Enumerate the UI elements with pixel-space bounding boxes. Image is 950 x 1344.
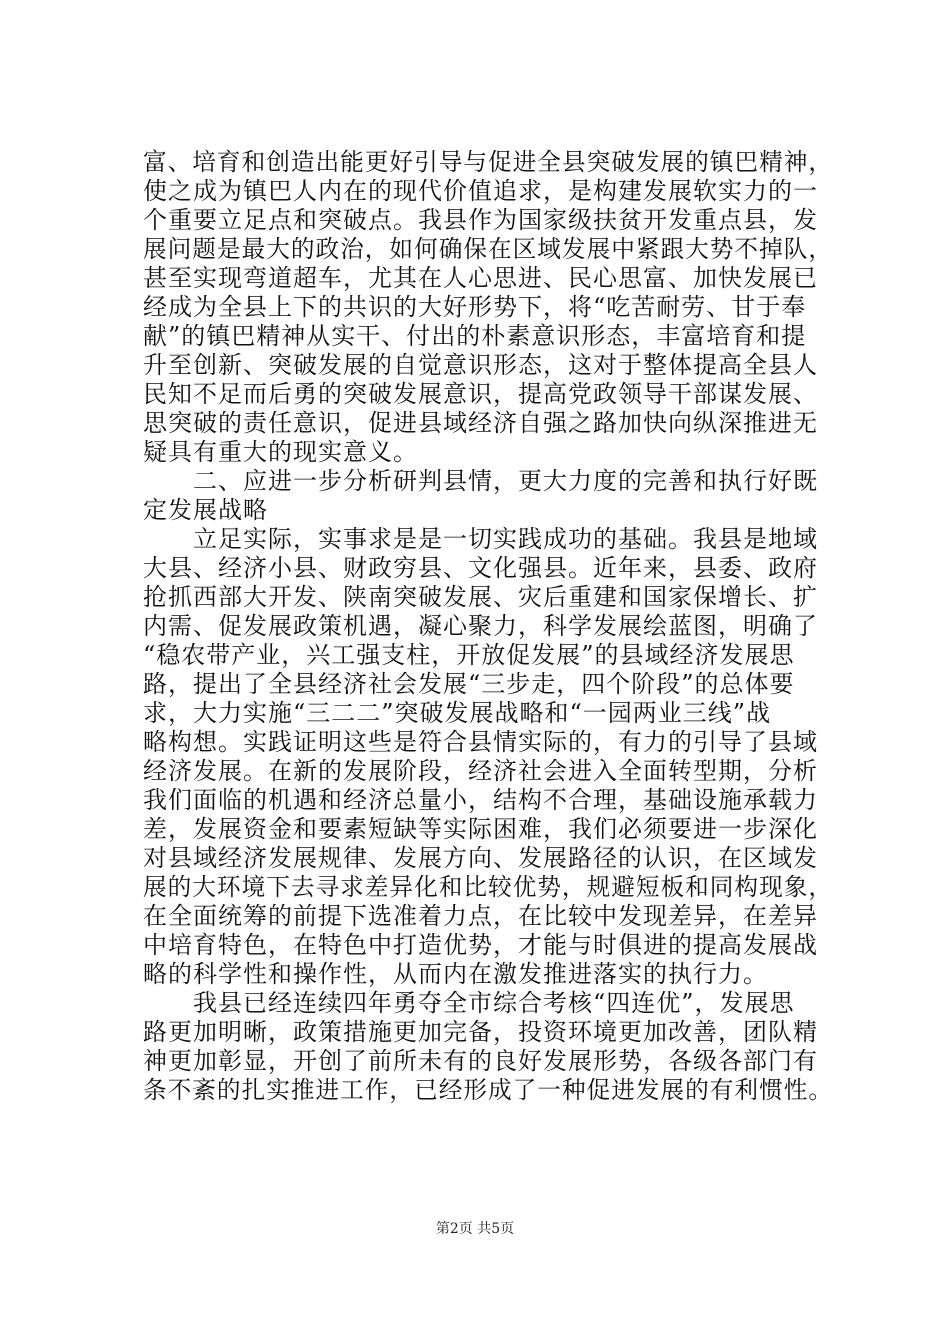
text-line: 在全面统筹的前提下选准着力点，在比较中发现差异，在差异 bbox=[143, 902, 818, 930]
text-line: 条不紊的扎实推进工作，已经形成了一种促进发展的有利惯性。 bbox=[143, 1076, 833, 1104]
text-line: 经济发展。在新的发展阶段，经济社会进入全面转型期，分析 bbox=[143, 757, 818, 785]
text-line: 展问题是最大的政治，如何确保在区域发展中紧跟大势不掉队， bbox=[143, 235, 833, 263]
text-line: 思突破的责任意识，促进县域经济自强之路加快向纵深推进无 bbox=[143, 409, 818, 437]
text-line: 略的科学性和操作性，从而内在激发推进落实的执行力。 bbox=[143, 960, 768, 988]
text-line: 经成为全县上下的共识的大好形势下，将“吃苦耐劳、甘于奉 bbox=[143, 293, 807, 321]
text-line: 路更加明晰，政策措施更加完备，投资环境更加改善，团队精 bbox=[143, 1018, 818, 1046]
text-line: 差，发展资金和要素短缺等实际困难，我们必须要进一步深化 bbox=[143, 815, 818, 843]
text-line: 抢抓西部大开发、陕南突破发展、灾后重建和国家保增长、扩 bbox=[143, 583, 818, 611]
text-line: 富、培育和创造出能更好引导与促进全县突破发展的镇巴精神， bbox=[143, 148, 833, 176]
text-line: 献”的镇巴精神从实干、付出的朴素意识形态，丰富培育和提 bbox=[143, 322, 807, 350]
text-line: 定发展战略 bbox=[143, 496, 268, 524]
text-line: 略构想。实践证明这些是符合县情实际的，有力的引导了县域 bbox=[143, 728, 818, 756]
text-line: 升至创新、突破发展的自觉意识形态，这对于整体提高全县人 bbox=[143, 351, 818, 379]
text-line: 对县域经济发展规律、发展方向、发展路径的认识，在区域发 bbox=[143, 844, 818, 872]
text-line: 民知不足而后勇的突破发展意识，提高党政领导干部谋发展、 bbox=[143, 380, 818, 408]
text-line: 内需、促发展政策机遇，凝心聚力，科学发展绘蓝图，明确了 bbox=[143, 612, 818, 640]
text-line: 我县已经连续四年勇夺全市综合考核“四连优”，发展思 bbox=[143, 989, 795, 1017]
text-line: 我们面临的机遇和经济总量小，结构不合理，基础设施承载力 bbox=[143, 786, 818, 814]
text-line: 立足实际，实事求是是一切实践成功的基础。我县是地域 bbox=[143, 525, 818, 553]
text-line: 中培育特色，在特色中打造优势，才能与时俱进的提高发展战 bbox=[143, 931, 818, 959]
text-line: 大县、经济小县、财政穷县、文化强县。近年来，县委、政府 bbox=[143, 554, 818, 582]
body-text bbox=[143, 148, 833, 1105]
text-line: 求，大力实施“三二二”突破发展战略和“一园两业三线”战 bbox=[143, 699, 772, 727]
text-line: 路，提出了全县经济社会发展“三步走，四个阶段”的总体要 bbox=[143, 670, 795, 698]
page-number-footer: 第2页 共5页 bbox=[435, 1221, 515, 1237]
text-line: 二、应进一步分析研判县情，更大力度的完善和执行好既 bbox=[143, 467, 818, 495]
text-line: 疑具有重大的现实意义。 bbox=[143, 438, 418, 466]
text-line: “稳农带产业，兴工强支柱，开放促发展”的县域经济发展思 bbox=[143, 641, 795, 669]
text-line: 使之成为镇巴人内在的现代价值追求，是构建发展软实力的一 bbox=[143, 177, 818, 205]
text-line: 个重要立足点和突破点。我县作为国家级扶贫开发重点县，发 bbox=[143, 206, 818, 234]
text-line: 甚至实现弯道超车，尤其在人心思进、民心思富、加快发展已 bbox=[143, 264, 818, 292]
text-line: 神更加彰显，开创了前所未有的良好发展形势，各级各部门有 bbox=[143, 1047, 818, 1075]
text-line: 展的大环境下去寻求差异化和比较优势，规避短板和同构现象， bbox=[143, 873, 833, 901]
